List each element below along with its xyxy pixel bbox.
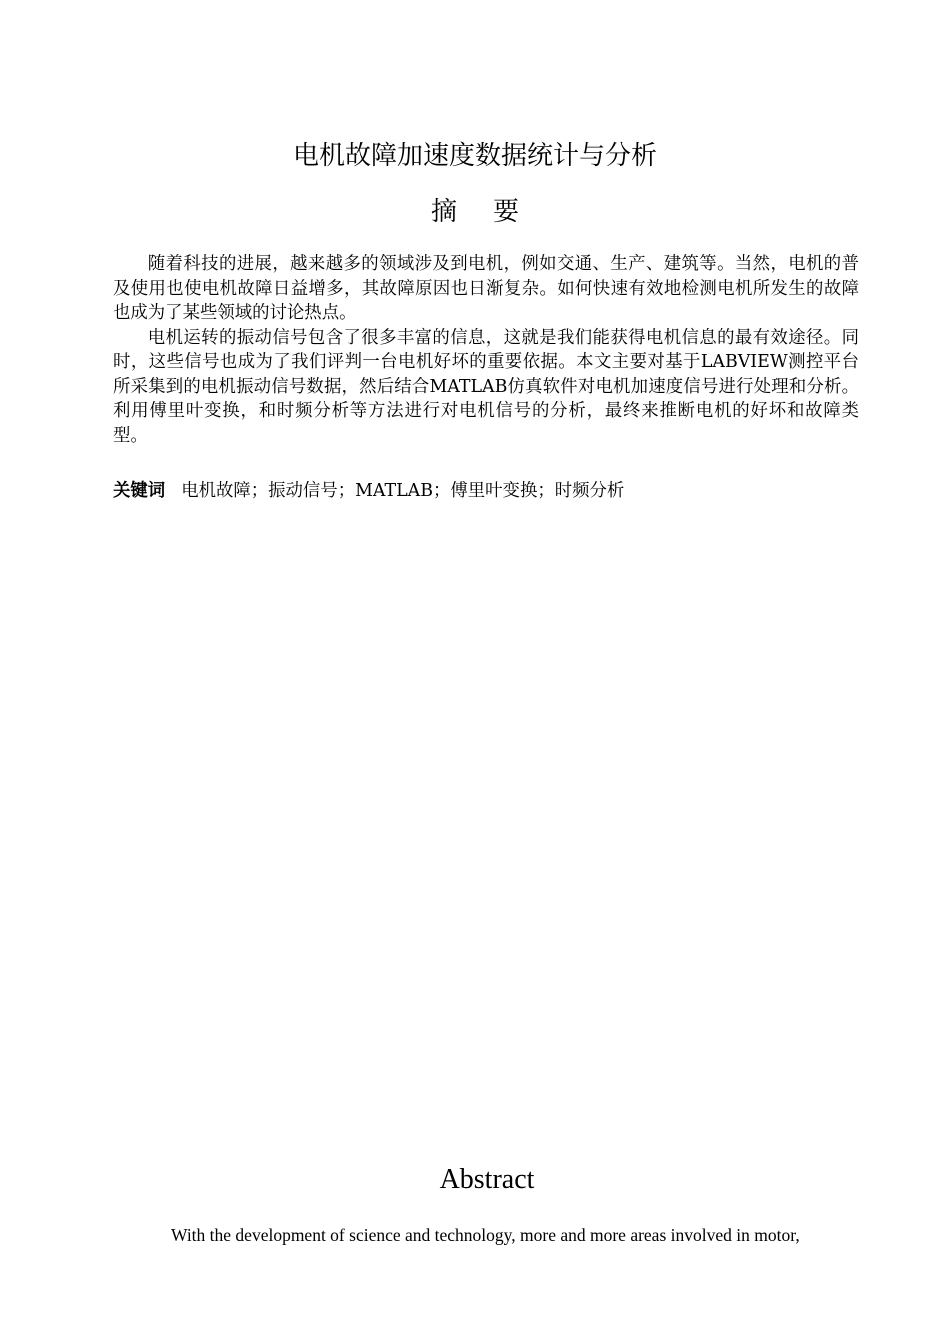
keywords-line [113,479,859,504]
paper-title: 电机故障加速度数据统计与分析 [292,141,657,171]
keywords-label: 关键词 [113,481,166,501]
abstract-paragraph-1: 随着科技的进展，越来越多的领域涉及到电机，例如交通、生产、建筑等。当然，电机的普及使用也使电机故障日益增多，其故障原因也日渐复杂。如何快速有效地检测电机所发生的故障也成为了某些领域的讨论热点。 [113,254,859,323]
abstract-heading: 摘要 [430,197,555,227]
keywords-text: 电机故障；振动信号；MATLAB；傅里叶变换；时频分析 [181,481,625,501]
english-abstract-heading: Abstract [439,1164,535,1195]
abstract-body [113,252,859,448]
english-abstract-first-line: With the development of science and technology, more and more areas involved in motor, [171,1225,800,1245]
abstract-paragraph-2: 电机运转的振动信号包含了很多丰富的信息，这就是我们能获得电机信息的最有效途径。同时，这些信号也成为了我们评判一台电机好坏的重要依据。本文主要对基于LABVIEW测控平台所采集到的电机振动信号数据，然后结合MATLAB仿真软件对电机加速度信号进行处理和分析。利用傅里叶变换，和时频分析等方法进行对电机信号的分析，最终来推断电机的好坏和故障类型。 [113,327,859,446]
